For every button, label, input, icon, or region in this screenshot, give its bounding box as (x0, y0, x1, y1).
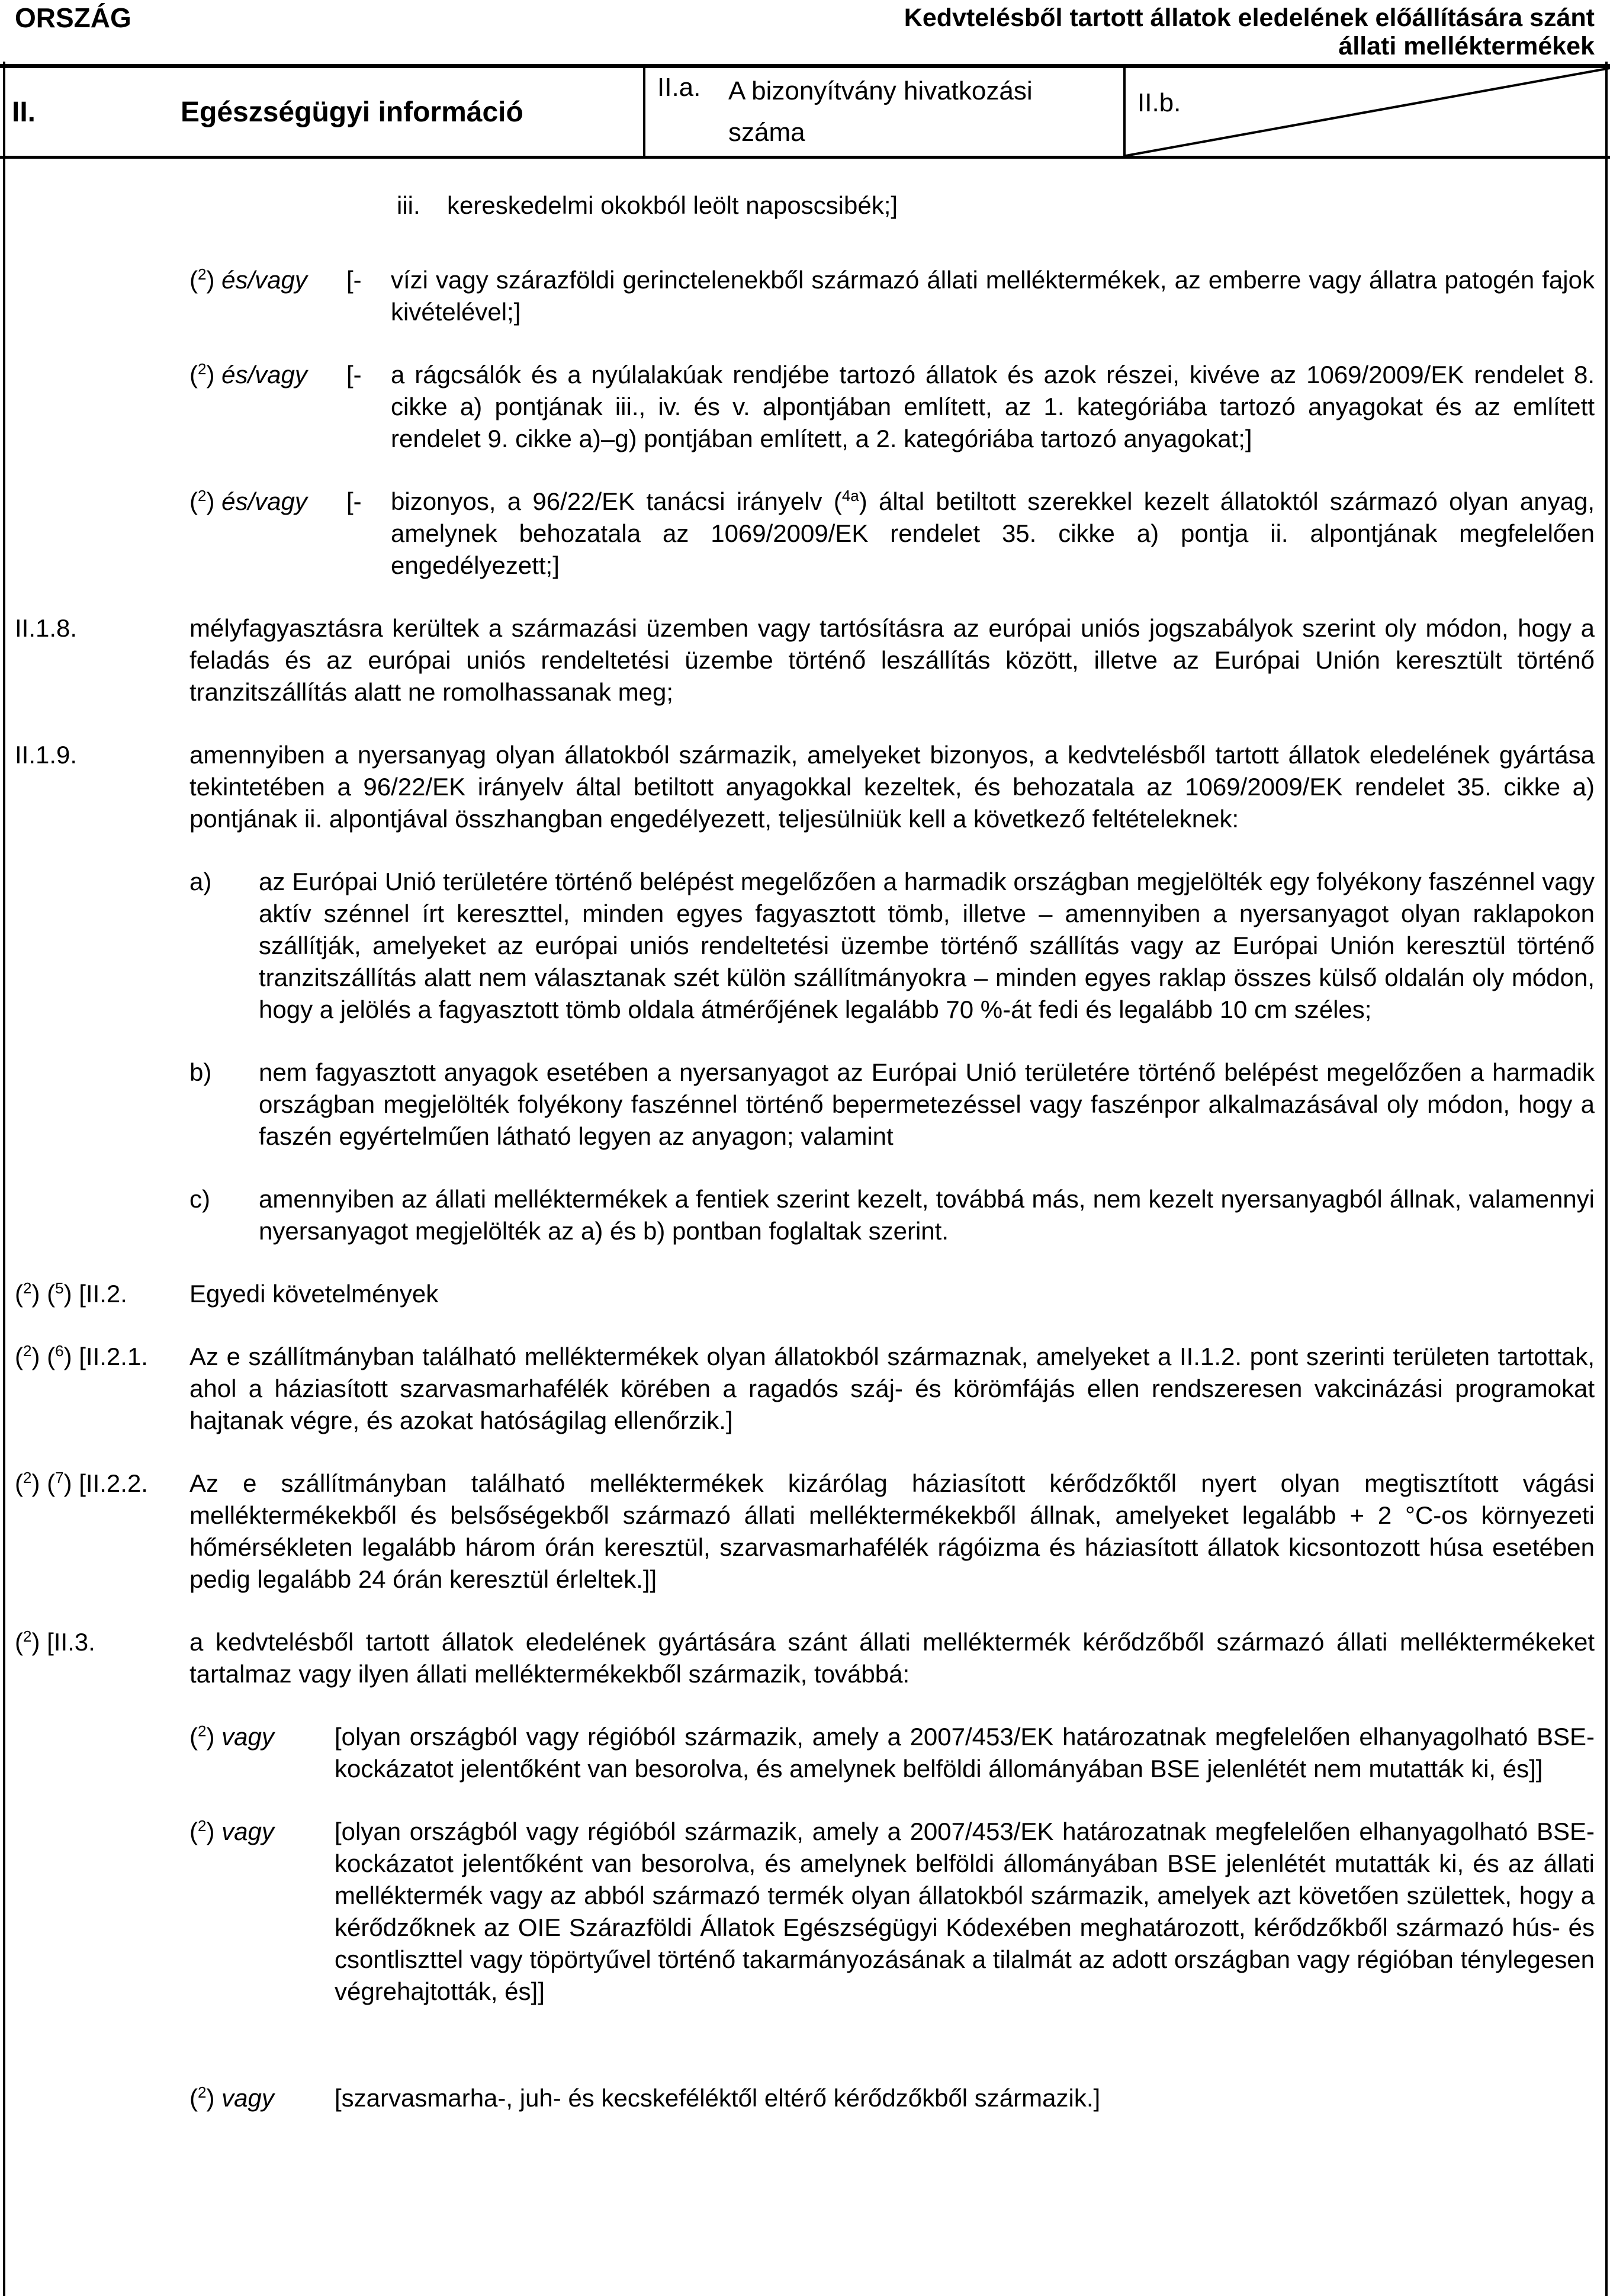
diagonal-strike-line (1126, 68, 1610, 156)
clause-ii-2 (15, 1278, 1595, 1310)
clause-point-b (189, 1057, 1595, 1152)
clause-text: mélyfagyasztásra kerültek a származási üzemben vagy tartósításra az európai uniós jogszabályok szerint oly módon, hogy a feladás és az európai uniós rendeltetési üzembe történő leszállítás között, illetve az Európai Unión keresztült történő tranzitszállítás alatt ne romolhassanak meg; (189, 614, 1595, 706)
clause-roman-iii (397, 190, 1595, 221)
clause-label: ($^2$) vagy (189, 1817, 274, 1845)
clause-or-2 (189, 1816, 1595, 2008)
document-title-line2: állati melléktermékek (1338, 32, 1595, 60)
health-information-cell (0, 68, 645, 156)
section-ii-label: Egészségügyi információ (181, 96, 523, 128)
clause-point-a (189, 866, 1595, 1026)
clause-text: kereskedelmi okokból leölt naposcsibék;] (447, 191, 898, 219)
section-ii-number: II. (12, 96, 36, 128)
clause-label: ($^2$) vagy (189, 2083, 274, 2112)
clause-label: II.1.8. (15, 614, 78, 642)
clause-text: [szarvasmarha-, juh- és kecskeféléktől eltérő kérődzőkből származik.] (335, 2084, 1101, 2112)
page-border-left (3, 62, 5, 2296)
clause-text: [olyan országból vagy régióból származik, amely a 2007/453/EK határozatnak megfelelően elhanyagolható BSE-kockázatot jelentőként van besorolva, és amelynek belföldi állományában BSE jelenlétét mutatták ki, és az állati melléktermék vagy az abból származó termék olyan állatokból származik, amelyek azt követően születtek, hogy a kérődzőknek az OIE Szárazföldi Állatok Egészségügyi Kódexében meghatározott, kérődzőkből származó hús- és csontliszttel vagy töpörtyűvel történő takarmányozásának a tilalmát az adott országban vagy régióban ténylegesen végrehajtották, és]] (335, 1817, 1595, 2005)
clause-label: ($^2$) ($^6$) [II.2.1. (15, 1342, 148, 1370)
certificate-reference-cell (645, 68, 1126, 156)
clause-label: ($^2$) és/vagy (189, 487, 307, 515)
country-label: ORSZÁG (15, 2, 131, 33)
clause-text: bizonyos, a 96/22/EK tanácsi irányelv ($^{4a}$) által betiltott szerekkel kezelt állatoktól származó olyan anyag, amelynek behozatala az 1069/2009/EK rendelet 35. cikke a) pontja ii. alpontjának megfelelően engedélyezett;] (391, 487, 1595, 579)
clause-point-c (189, 1183, 1595, 1247)
clause-or-1 (189, 1721, 1595, 1785)
page-border-right (1605, 62, 1608, 2296)
clause-ii-2-2 (15, 1467, 1595, 1595)
clause-text: Egyedi követelmények (189, 1280, 439, 1308)
section-iib-number: II.b. (1137, 88, 1181, 117)
clause-text: [olyan országból vagy régióból származik, amely a 2007/453/EK határozatnak megfelelően elhanyagolható BSE-kockázatot jelentőként van besorolva, és amelynek belföldi állományában BSE jelenlétét nem mutatták ki, és]] (335, 1723, 1595, 1783)
clause-label: ($^2$) vagy (189, 1722, 274, 1751)
clause-andor-1 (189, 264, 1595, 328)
clause-ii-1-8 (15, 612, 1595, 708)
clause-text: a rágcsálók és a nyúlalakúak rendjébe tartozó állatok és azok részei, kivéve az 1069/2009/EK rendelet 8. cikke a) pontjának iii., iv. és v. alpontjában említett, az 1. kategóriába tartozó anyagokat és az említett rendelet 9. cikke a)–g) pontjában említett, a 2. kategóriába tartozó anyagokat;] (391, 361, 1595, 452)
page-header (0, 0, 1610, 60)
clause-label: ($^2$) [II.3. (15, 1627, 95, 1656)
document-title-line1: Kedvtelésből tartott állatok eledelének előállítására szánt (904, 4, 1595, 32)
section-iib-cell (1126, 68, 1610, 156)
clause-label: a) (189, 868, 212, 895)
certificate-body (0, 190, 1610, 2114)
clause-text: az Európai Unió területére történő belépést megelőzően a harmadik országban megjelölték egy folyékony faszénnel vagy aktív szénnel írt kereszttel, minden egyes fagyasztott tömb, illetve – amennyiben a nyersanyagot olyan raklapokon szállítják, amelyeket az európai uniós rendeltetési üzembe történő szállítás vagy az Európai Unión keresztül történő tranzitszállítás alatt nem választanak szét külön szállítmányokra – minden egyes raklap összes külső oldalán oly módon, hogy a jelölés a fagyasztott tömb oldala átmérőjének legalább 70 %-át fedi és legalább 10 cm széles; (259, 868, 1595, 1023)
clause-label: II.1.9. (15, 741, 78, 769)
clause-bracket-marker: [- (346, 266, 362, 294)
document-title (904, 4, 1595, 60)
clause-label: ($^2$) ($^7$) [II.2.2. (15, 1469, 148, 1497)
clause-or-3 (189, 2082, 1595, 2114)
clause-label: c) (189, 1185, 210, 1213)
clause-text: a kedvtelésből tartott állatok eledelének gyártására szánt állati melléktermék kérődzőből származó állati melléktermékeket tartalmaz vagy ilyen állati melléktermékekből származik, továbbá: (189, 1628, 1595, 1688)
clause-text: nem fagyasztott anyagok esetében a nyersanyagot az Európai Unió területére történő belépést megelőzően a harmadik országban megjelölték folyékony faszénnel történő bepermetezéssel vagy faszénpor alkalmazásával oly módon, hogy a faszén egyértelműen látható legyen az anyagon; valamint (259, 1058, 1595, 1150)
clause-text: amennyiben a nyersanyag olyan állatokból származik, amelyeket bizonyos, a kedvtelésből tartott állatok eledelének gyártása tekintetében a 96/22/EK irányelv által betiltott anyagokkal kezeltek, és behozatala az 1069/2009/EK rendelet 35. cikke a) pontjának ii. alpontjával összhangban engedélyezett, teljesülniük kell a következő feltételeknek: (189, 741, 1595, 833)
clause-label: b) (189, 1058, 212, 1086)
clause-label: ($^2$) és/vagy (189, 360, 307, 388)
clause-andor-2 (189, 359, 1595, 455)
clause-ii-1-9 (15, 739, 1595, 835)
clause-ii-3 (15, 1626, 1595, 1690)
clause-ii-2-1 (15, 1341, 1595, 1437)
clause-label: iii. (397, 191, 420, 219)
clause-andor-3 (189, 486, 1595, 582)
clause-text: vízi vagy szárazföldi gerinctelenekből származó állati melléktermékek, az emberre vagy állatra patogén fajok kivételével;] (391, 266, 1595, 326)
clause-bracket-marker: [- (346, 361, 362, 388)
clause-label: ($^2$) ($^5$) [II.2. (15, 1279, 127, 1308)
clause-bracket-marker: [- (346, 487, 362, 515)
clause-text: Az e szállítmányban található melléktermékek olyan állatokból származnak, amelyeket a II.1.2. pont szerinti területen tartottak, ahol a háziasított szarvasmarhafélék körében a ragadós száj- és körömfájás ellen rendszeresen vakcinázási programokat hajtanak végre, és azokat hatóságilag ellenőrzik.] (189, 1343, 1595, 1434)
certificate-table-header (0, 64, 1610, 159)
clause-text: amennyiben az állati melléktermékek a fentiek szerint kezelt, továbbá más, nem kezelt nyersanyagból állnak, valamennyi nyersanyagot megjelölték az a) és b) pontban foglaltak szerint. (259, 1185, 1595, 1245)
section-iia-label: A bizonyítvány hivatkozási száma (728, 76, 1033, 147)
section-iia-number: II.a. (657, 73, 701, 102)
clause-text: Az e szállítmányban található melléktermékek kizárólag háziasított kérődzőktől nyert olyan megtisztított vágási melléktermékekből és belsőségekből származó állati melléktermékekből állnak, amelyeket legalább + 2 °C-os környezeti hőmérsékleten legalább három órán keresztül, szarvasmarhafélék rágóizma és háziasított állatok kicsontozott húsa esetében pedig legalább 24 órán keresztül érleltek.]] (189, 1469, 1595, 1593)
clause-label: ($^2$) és/vagy (189, 265, 307, 294)
